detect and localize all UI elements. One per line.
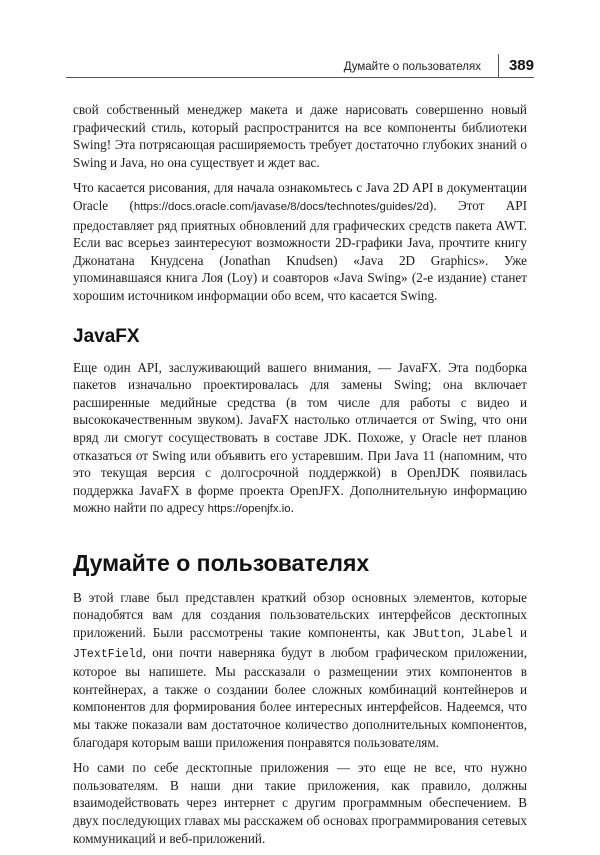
- page-number: 389: [508, 57, 534, 74]
- text-segment: Еще один API, заслуживающий вашего внимания, — JavaFX. Эта подборка пакетов изначально проектировалась для замены Swing; она включает расширенные медийные средства (в том числе для работы с видео и высококачественным звуком). JavaFX настолько отличается от Swing, что они вряд ли смогут сосуществовать в составе JDK. Похоже, у Oracle нет планов отказаться от Swing или объявить его устаревшим. При Java 11 (напомним, что это текущая версия с долгосрочной поддержкой) в OpenJDK появилась поддержка JavaFX в форме проекта OpenJFX. Дополнительную информацию можно найти по адресу: [73, 359, 527, 516]
- section-heading-javafx: JavaFX: [73, 325, 140, 347]
- page-body: [73, 101, 527, 855]
- paragraph-javafx: [73, 359, 527, 519]
- code-jtextfield: JTextField: [73, 647, 143, 661]
- paragraph-java2d: [73, 179, 527, 304]
- text-segment: Что касается рисования, для начала ознакомьтесь с Java 2D API в документации Oracle (: [73, 180, 527, 213]
- running-title: Думайте о пользователях: [343, 61, 481, 73]
- paragraph-swing-extensibility: свой собственный менеджер макета и даже нарисовать совершенно новый графический стиль, который распространится на все компоненты библиотеки Swing! Эта потрясающая расширяемость требует достаточно глубоких знаний о Swing и Java, но она существует и ждет вас.: [73, 102, 527, 170]
- text-segment: и: [513, 625, 528, 641]
- oracle-2d-docs-link[interactable]: https://docs.oracle.com/javase/8/docs/technotes/guides/2d: [133, 200, 429, 213]
- text-segment: В этой главе был представлен краткий обзор основных элементов, которые понадобятся вам для создания пользовательских интерфейсов десктопных приложений. Были рассмотрены такие компоненты, как: [73, 589, 527, 641]
- text-segment: ,: [461, 625, 472, 641]
- section-heading-users: Думайте о пользователях: [73, 549, 370, 576]
- paragraph-next-chapters: Но сами по себе десктопные приложения — это еще не все, что нужно пользователям. В наши дни такие приложения, как правило, должны взаимодействовать через интернет с другим программным обеспечением. В двух последующих главах мы расскажем об основах программирования сетевых коммуникаций и веб-приложений.: [73, 760, 527, 846]
- text-segment: ). Этот API предоставляет ряд приятных обновлений для графических средств пакета AWT. Если вас всерьез заинтересуют возможности 2D-графики Java, прочтите книгу Джонатана Кнудсена (Jonathan Knudsen) «Java 2D Graphics». Уже упоминавшаяся книга Лоя (Loy) и соавторов «Java Swing» (2-е издание) станет хорошим источником информации обо всем, что касается Swing.: [73, 197, 527, 303]
- code-jbutton: JButton: [412, 628, 461, 642]
- paragraph-chapter-summary: [73, 589, 527, 751]
- header-divider-tick: [498, 54, 499, 77]
- openjfx-link[interactable]: https://openjfx.io: [207, 503, 291, 516]
- code-jlabel: JLabel: [471, 628, 513, 642]
- header-rule: [66, 77, 534, 78]
- text-segment: , они почти наверняка будут в любом графическом приложении, которое вы напишете. Мы рассказали о размещении этих компонентов в контейнерах, а также о создании более сложных комбинаций контейнеров и компонентов для формирования более интересных интерфейсов. Надеемся, что мы также показали вам достаточное количество дополнительных компонентов, благодаря которым ваши приложения понравятся пользователям.: [73, 644, 527, 750]
- running-head: [66, 52, 534, 74]
- text-segment: .: [290, 500, 294, 516]
